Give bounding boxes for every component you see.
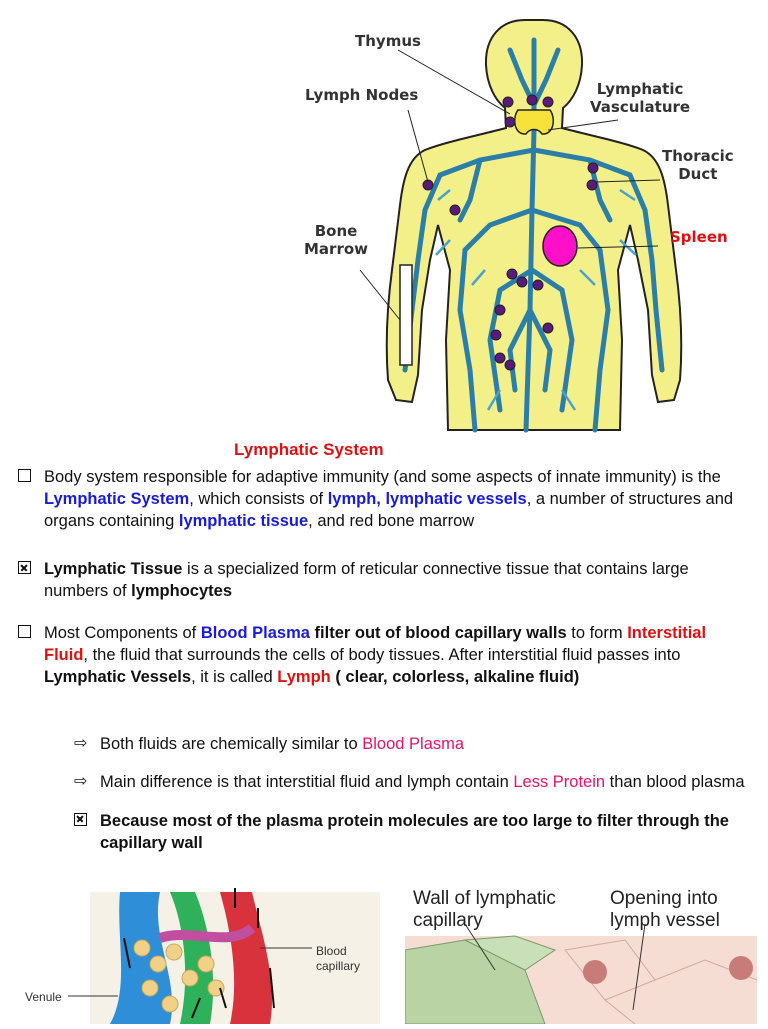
text-run: is a specialized form of reticular connective tissue that contains large numbers of xyxy=(44,560,689,600)
lymphatic-capillary-figure xyxy=(405,880,757,1024)
sub-bullet-1 xyxy=(74,733,750,755)
spleen-organ xyxy=(543,226,577,266)
label-opening-lymph-vessel xyxy=(610,888,720,932)
term-lymphatic-tissue: Lymphatic Tissue xyxy=(44,560,183,578)
term-filter-out: filter out of blood capillary walls xyxy=(314,624,567,642)
label-lymph-nodes: Lymph Nodes xyxy=(305,86,419,104)
checkbox-icon xyxy=(18,625,31,638)
label-wall-line2: capillary xyxy=(413,910,483,931)
label-lymphatic-vasculature xyxy=(590,80,690,116)
label-lymphatic-vasculature-line2: Vasculature xyxy=(590,98,691,116)
sub-bullets xyxy=(18,716,750,870)
label-bone-marrow-line2: Marrow xyxy=(304,240,369,258)
text-run: Both fluids are chemically similar to xyxy=(100,734,363,753)
arrow-icon: ⇨ xyxy=(74,773,88,790)
sub-note xyxy=(74,810,750,854)
bone-marrow-bone xyxy=(400,265,412,365)
text-run: Body system responsible for adaptive immunity (and some aspects of innate immunity) is the xyxy=(44,468,721,486)
label-wall-lymphatic-capillary xyxy=(413,888,556,932)
label-wall-line1: Wall of lymphatic xyxy=(413,888,556,909)
text-run: Most Components of xyxy=(44,624,201,642)
checked-box-icon xyxy=(18,561,31,574)
term-lymph-description: ( clear, colorless, alkaline fluid) xyxy=(335,668,580,686)
label-spleen: Spleen xyxy=(670,228,728,246)
lymphatic-system-figure xyxy=(300,10,760,435)
label-bone-marrow-line1: Bone xyxy=(314,222,358,240)
bullet-point-3 xyxy=(18,622,750,688)
checked-box-icon xyxy=(74,813,87,826)
text-run: , the fluid that surrounds the cells of body tissues. After interstitial fluid passes into xyxy=(83,646,681,664)
bullet-text-1 xyxy=(18,466,750,532)
term-lymph: Lymph xyxy=(277,668,331,686)
term-blood-plasma: Blood Plasma xyxy=(200,624,310,642)
term-blood-plasma-highlight: Blood Plasma xyxy=(362,734,465,753)
capillary-figure xyxy=(20,868,390,1024)
text-run: Main difference is that interstitial fluid and lymph contain xyxy=(100,773,514,791)
text-run: , and red bone marrow xyxy=(308,512,475,530)
term-lymphatic-tissue: lymphatic tissue xyxy=(178,512,309,530)
text-run: than blood plasma xyxy=(605,773,745,791)
bullet-point-1 xyxy=(18,466,750,532)
text-run: , a number of structures and organs containing xyxy=(44,490,734,530)
label-thoracic-duct-line1: Thoracic xyxy=(662,147,734,165)
label-venule: Venule xyxy=(25,990,62,1004)
bullet-point-2 xyxy=(18,558,750,602)
label-bone-marrow xyxy=(304,222,368,258)
term-less-protein: Less Protein xyxy=(513,773,606,791)
note-text: Because most of the plasma protein molecules are too large to filter through the capillary wall xyxy=(100,811,729,852)
arrow-icon: ⇨ xyxy=(74,734,88,752)
label-thoracic-duct-line2: Duct xyxy=(678,165,718,183)
bullet-text-2 xyxy=(18,558,750,602)
term-lymphocytes: lymphocytes xyxy=(131,582,232,600)
text-run: to form xyxy=(566,624,628,642)
label-thoracic-duct xyxy=(662,147,734,183)
label-thymus: Thymus xyxy=(355,32,421,50)
term-lymphatic-system: Lymphatic System xyxy=(44,490,190,508)
label-lymphatic-vasculature-line1: Lymphatic xyxy=(596,80,684,98)
text-run: , which consists of xyxy=(189,490,328,508)
sub-bullet-2 xyxy=(74,771,750,793)
human-body-illustration xyxy=(300,10,760,435)
checkbox-icon xyxy=(18,469,31,482)
label-blood-capillary-line1: Blood xyxy=(316,944,347,958)
label-opening-line1: Opening into xyxy=(610,888,718,909)
figure-caption: Lymphatic System xyxy=(234,440,384,459)
label-opening-line2: lymph vessel xyxy=(610,910,720,931)
term-interstitial-fluid: Interstitial Fluid xyxy=(44,624,707,664)
label-blood-capillary xyxy=(316,944,360,974)
bullet-text-3 xyxy=(18,622,750,688)
label-blood-capillary-line2: capillary xyxy=(316,959,361,973)
term-lymphatic-vessels: Lymphatic Vessels xyxy=(44,668,192,686)
text-run: , it is called xyxy=(191,668,278,686)
term-lymph-vessels: lymph, lymphatic vessels xyxy=(327,490,527,508)
